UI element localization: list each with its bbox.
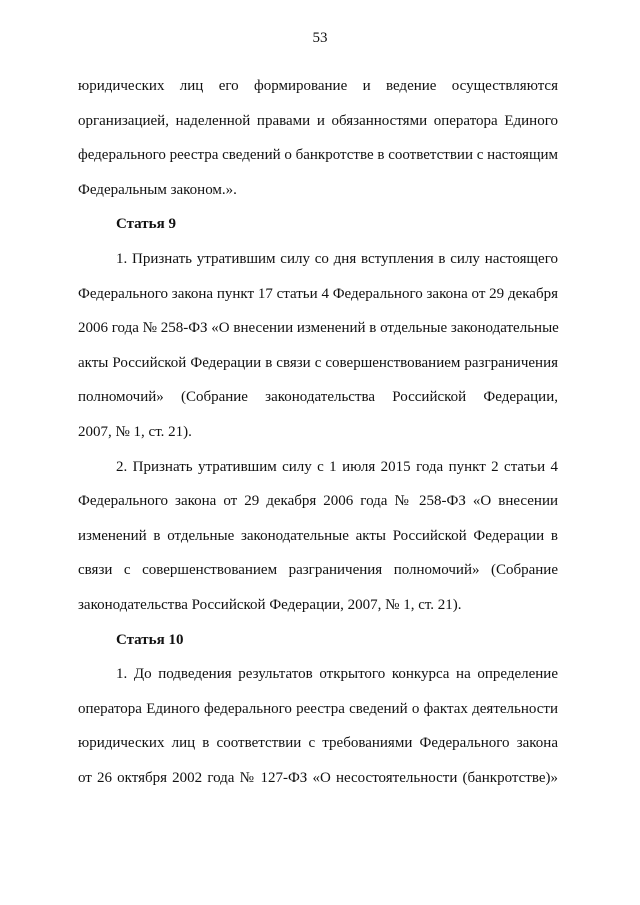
text-line: юридических лиц в соответствии с требованиями Федерального закона	[78, 735, 558, 752]
text-line: законодательства Российской Федерации, 2007, № 1, ст. 21).	[78, 596, 462, 613]
text-line: связи с совершенствованием разграничения полномочий» (Собрание	[78, 562, 558, 579]
text-line: изменений в отдельные законодательные акты Российской Федерации в	[78, 527, 558, 544]
text-line: 2006 года № 258-ФЗ «О внесении изменений в отдельные законодательные	[78, 320, 559, 337]
article-heading: Статья 9	[116, 216, 176, 233]
text-line: от 26 октября 2002 года № 127-ФЗ «О несостоятельности (банкротстве)»	[78, 769, 558, 786]
text-line: 2007, № 1, ст. 21).	[78, 423, 192, 440]
text-line: полномочий» (Собрание законодательства Российской Федерации,	[78, 389, 558, 406]
text-line: организацией, наделенной правами и обязанностями оператора Единого	[78, 112, 558, 129]
text-line: 2. Признать утратившим силу с 1 июля 2015 года пункт 2 статьи 4	[116, 458, 558, 475]
paragraph	[78, 242, 558, 450]
text-line: Федерального закона пункт 17 статьи 4 Федерального закона от 29 декабря	[78, 285, 558, 302]
text-line: федерального реестра сведений о банкротстве в соответствии с настоящим	[78, 147, 559, 164]
text-line: 1. До подведения результатов открытого конкурса на определение	[116, 666, 558, 683]
text-line: юридических лиц его формирование и ведение осуществляются	[78, 78, 558, 94]
text-line: 1. Признать утратившим силу со дня вступления в силу настоящего	[116, 250, 558, 267]
text-line: акты Российской Федерации в связи с совершенствованием разграничения	[78, 354, 558, 371]
document-body	[78, 69, 558, 795]
text-line: Федеральным законом.».	[78, 181, 237, 198]
paragraph	[78, 450, 558, 623]
paragraph-continuation	[78, 69, 558, 207]
text-line: Федерального закона от 29 декабря 2006 года № 258-ФЗ «О внесении	[78, 493, 558, 510]
paragraph	[78, 657, 558, 795]
article-heading: Статья 10	[116, 631, 184, 648]
text-line: оператора Единого федерального реестра сведений о фактах деятельности	[78, 700, 558, 717]
page-number: 53	[312, 30, 328, 46]
